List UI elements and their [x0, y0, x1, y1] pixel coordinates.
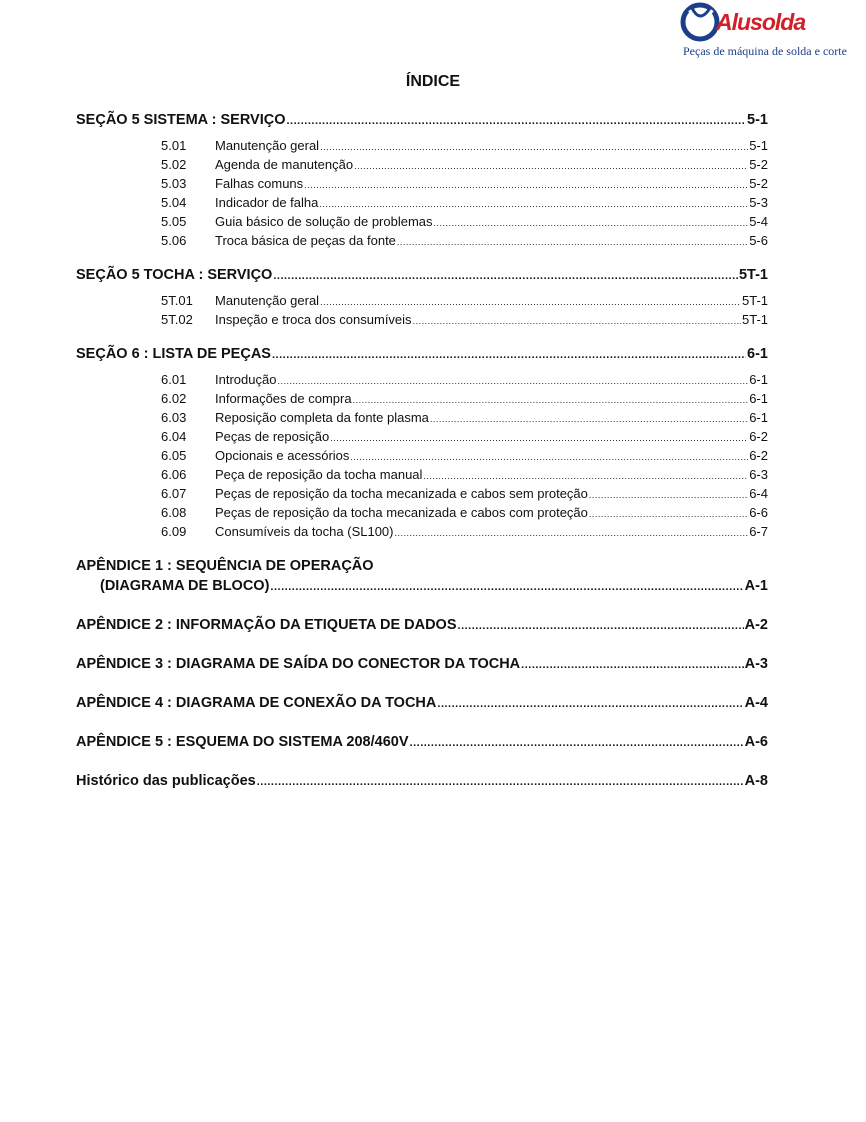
table-of-contents — [76, 110, 768, 792]
item-page: 6-7 — [749, 524, 768, 539]
toc-item-5-02[interactable] — [76, 156, 768, 175]
toc-item-6-04[interactable] — [76, 428, 768, 447]
dot-leader — [423, 468, 748, 485]
item-number: 6.09 — [161, 524, 187, 539]
item-label: Reposição completa da fonte plasma — [215, 410, 429, 425]
appendix-page: A-2 — [744, 617, 768, 633]
item-page: 6-1 — [749, 391, 768, 406]
dot-leader — [354, 158, 748, 175]
toc-appendix-5[interactable] — [76, 732, 768, 753]
item-page: 5T-1 — [741, 293, 768, 308]
item-number: 6.04 — [161, 429, 187, 444]
section-page: 5-1 — [747, 112, 768, 128]
appendix-page: A-6 — [744, 734, 768, 750]
section-page: 6-1 — [747, 346, 768, 362]
item-label: Peças de reposição da tocha mecanizada e cabos com proteção — [215, 505, 588, 520]
dot-leader — [437, 694, 743, 714]
toc-appendix-4[interactable] — [76, 693, 768, 714]
history-page: A-8 — [744, 773, 768, 789]
dot-leader — [434, 215, 749, 232]
toc-appendix-3[interactable] — [76, 654, 768, 675]
alusolda-logo — [678, 2, 847, 62]
item-label: Falhas comuns — [215, 176, 304, 191]
item-number: 5T.02 — [161, 312, 193, 327]
item-label: Inspeção e troca dos consumíveis — [215, 312, 412, 327]
page-title: ÍNDICE — [405, 73, 461, 90]
item-page: 6-1 — [749, 372, 768, 387]
dot-leader — [353, 392, 749, 409]
toc-item-6-02[interactable] — [76, 390, 768, 409]
dot-leader — [350, 449, 748, 466]
section-title: SEÇÃO 6 : LISTA DE PEÇAS — [76, 346, 271, 362]
appendix-1-title: APÊNDICE 1 : SEQUÊNCIA DE OPERAÇÃO — [76, 558, 374, 574]
item-number: 5T.01 — [161, 293, 193, 308]
dot-leader — [397, 234, 748, 251]
logo-tagline: Peças de máquina de solda e corte — [683, 44, 847, 58]
dot-leader — [330, 430, 748, 447]
item-page: 6-2 — [749, 429, 768, 444]
toc-section-5-tocha[interactable] — [76, 265, 768, 286]
dot-leader — [257, 772, 744, 792]
toc-item-6-07[interactable] — [76, 485, 768, 504]
item-label: Introdução — [215, 372, 277, 387]
history-title: Histórico das publicações — [76, 773, 256, 789]
item-page: 5T-1 — [741, 312, 768, 327]
appendix-page: A-4 — [744, 695, 768, 711]
appendix-title: APÊNDICE 2 : INFORMAÇÃO DA ETIQUETA DE DADOS — [76, 617, 457, 633]
section-title: SEÇÃO 5 TOCHA : SERVIÇO — [76, 267, 273, 283]
item-page: 5-2 — [749, 157, 768, 172]
logo-brand-text: Alusolda — [716, 9, 806, 35]
item-number: 6.02 — [161, 391, 187, 406]
dot-leader — [589, 487, 748, 504]
dot-leader — [272, 345, 746, 365]
toc-item-6-06[interactable] — [76, 466, 768, 485]
toc-item-6-05[interactable] — [76, 447, 768, 466]
item-page: 6-1 — [749, 410, 768, 425]
item-page: 6-6 — [749, 505, 768, 520]
item-label: Guia básico de solução de problemas — [215, 214, 433, 229]
toc-item-6-01[interactable] — [76, 371, 768, 390]
dot-leader — [413, 313, 741, 330]
item-page: 5-6 — [749, 233, 768, 248]
item-page: 6-2 — [749, 448, 768, 463]
item-number: 5.02 — [161, 157, 187, 172]
item-number: 5.03 — [161, 176, 187, 191]
item-label: Agenda de manutenção — [215, 157, 354, 172]
item-label: Consumíveis da tocha (SL100) — [215, 524, 394, 539]
dot-leader — [287, 111, 747, 131]
dot-leader — [458, 616, 744, 636]
dot-leader — [410, 733, 744, 753]
item-label: Opcionais e acessórios — [215, 448, 350, 463]
item-number: 5.06 — [161, 233, 187, 248]
item-page: 6-3 — [749, 467, 768, 482]
item-label: Peças de reposição da tocha mecanizada e cabos sem proteção — [215, 486, 588, 501]
dot-leader — [430, 411, 748, 428]
section-title: SEÇÃO 5 SISTEMA : SERVIÇO — [76, 112, 286, 128]
toc-section-6[interactable] — [76, 344, 768, 365]
item-label: Informações de compra — [215, 391, 352, 406]
appendix-title: APÊNDICE 5 : ESQUEMA DO SISTEMA 208/460V — [76, 734, 409, 750]
item-number: 5.04 — [161, 195, 187, 210]
dot-leader — [277, 373, 748, 390]
toc-item-5-05[interactable] — [76, 213, 768, 232]
dot-leader — [521, 655, 743, 675]
item-label: Manutenção geral — [215, 138, 320, 153]
dot-leader — [304, 177, 748, 194]
item-number: 6.05 — [161, 448, 187, 463]
item-label: Troca básica de peças da fonte — [215, 233, 396, 248]
item-number: 6.06 — [161, 467, 187, 482]
dot-leader — [273, 266, 738, 286]
section-page: 5T-1 — [738, 267, 768, 283]
item-label: Peças de reposição — [215, 429, 330, 444]
toc-publication-history[interactable] — [76, 771, 768, 792]
item-label: Manutenção geral — [215, 293, 320, 308]
toc-item-5-04[interactable] — [76, 194, 768, 213]
toc-item-5-03[interactable] — [76, 175, 768, 194]
item-page: 5-2 — [749, 176, 768, 191]
appendix-page: A-3 — [744, 656, 768, 672]
item-label: Peça de reposição da tocha manual — [215, 467, 423, 482]
dot-leader — [319, 196, 748, 213]
toc-appendix-1[interactable] — [76, 556, 768, 597]
dot-leader — [589, 506, 748, 523]
item-page: 5-4 — [749, 214, 768, 229]
toc-item-6-03[interactable] — [76, 409, 768, 428]
item-label: Indicador de falha — [215, 195, 319, 210]
item-number: 6.08 — [161, 505, 187, 520]
appendix-1-page: A-1 — [744, 578, 768, 594]
dot-leader — [320, 139, 748, 156]
item-number: 6.03 — [161, 410, 187, 425]
toc-item-6-09[interactable] — [76, 523, 768, 542]
item-page: 6-4 — [749, 486, 768, 501]
appendix-1-subrow — [76, 576, 768, 597]
item-number: 5.01 — [161, 138, 187, 153]
toc-appendix-2[interactable] — [76, 615, 768, 636]
toc-item-5t-02[interactable] — [76, 311, 768, 330]
toc-item-5t-01[interactable] — [76, 292, 768, 311]
appendix-1-subtitle: (DIAGRAMA DE BLOCO) — [100, 578, 270, 594]
dot-leader — [394, 525, 748, 542]
item-page: 5-1 — [749, 138, 768, 153]
toc-section-5-sistema[interactable] — [76, 110, 768, 131]
dot-leader — [270, 577, 743, 597]
item-page: 5-3 — [749, 195, 768, 210]
toc-item-5-01[interactable] — [76, 137, 768, 156]
item-number: 5.05 — [161, 214, 187, 229]
toc-item-5-06[interactable] — [76, 232, 768, 251]
toc-item-6-08[interactable] — [76, 504, 768, 523]
appendix-title: APÊNDICE 4 : DIAGRAMA DE CONEXÃO DA TOCHA — [76, 695, 437, 711]
appendix-title: APÊNDICE 3 : DIAGRAMA DE SAÍDA DO CONECTOR DA TOCHA — [76, 656, 521, 672]
item-number: 6.07 — [161, 486, 187, 501]
dot-leader — [320, 294, 741, 311]
item-number: 6.01 — [161, 372, 187, 387]
